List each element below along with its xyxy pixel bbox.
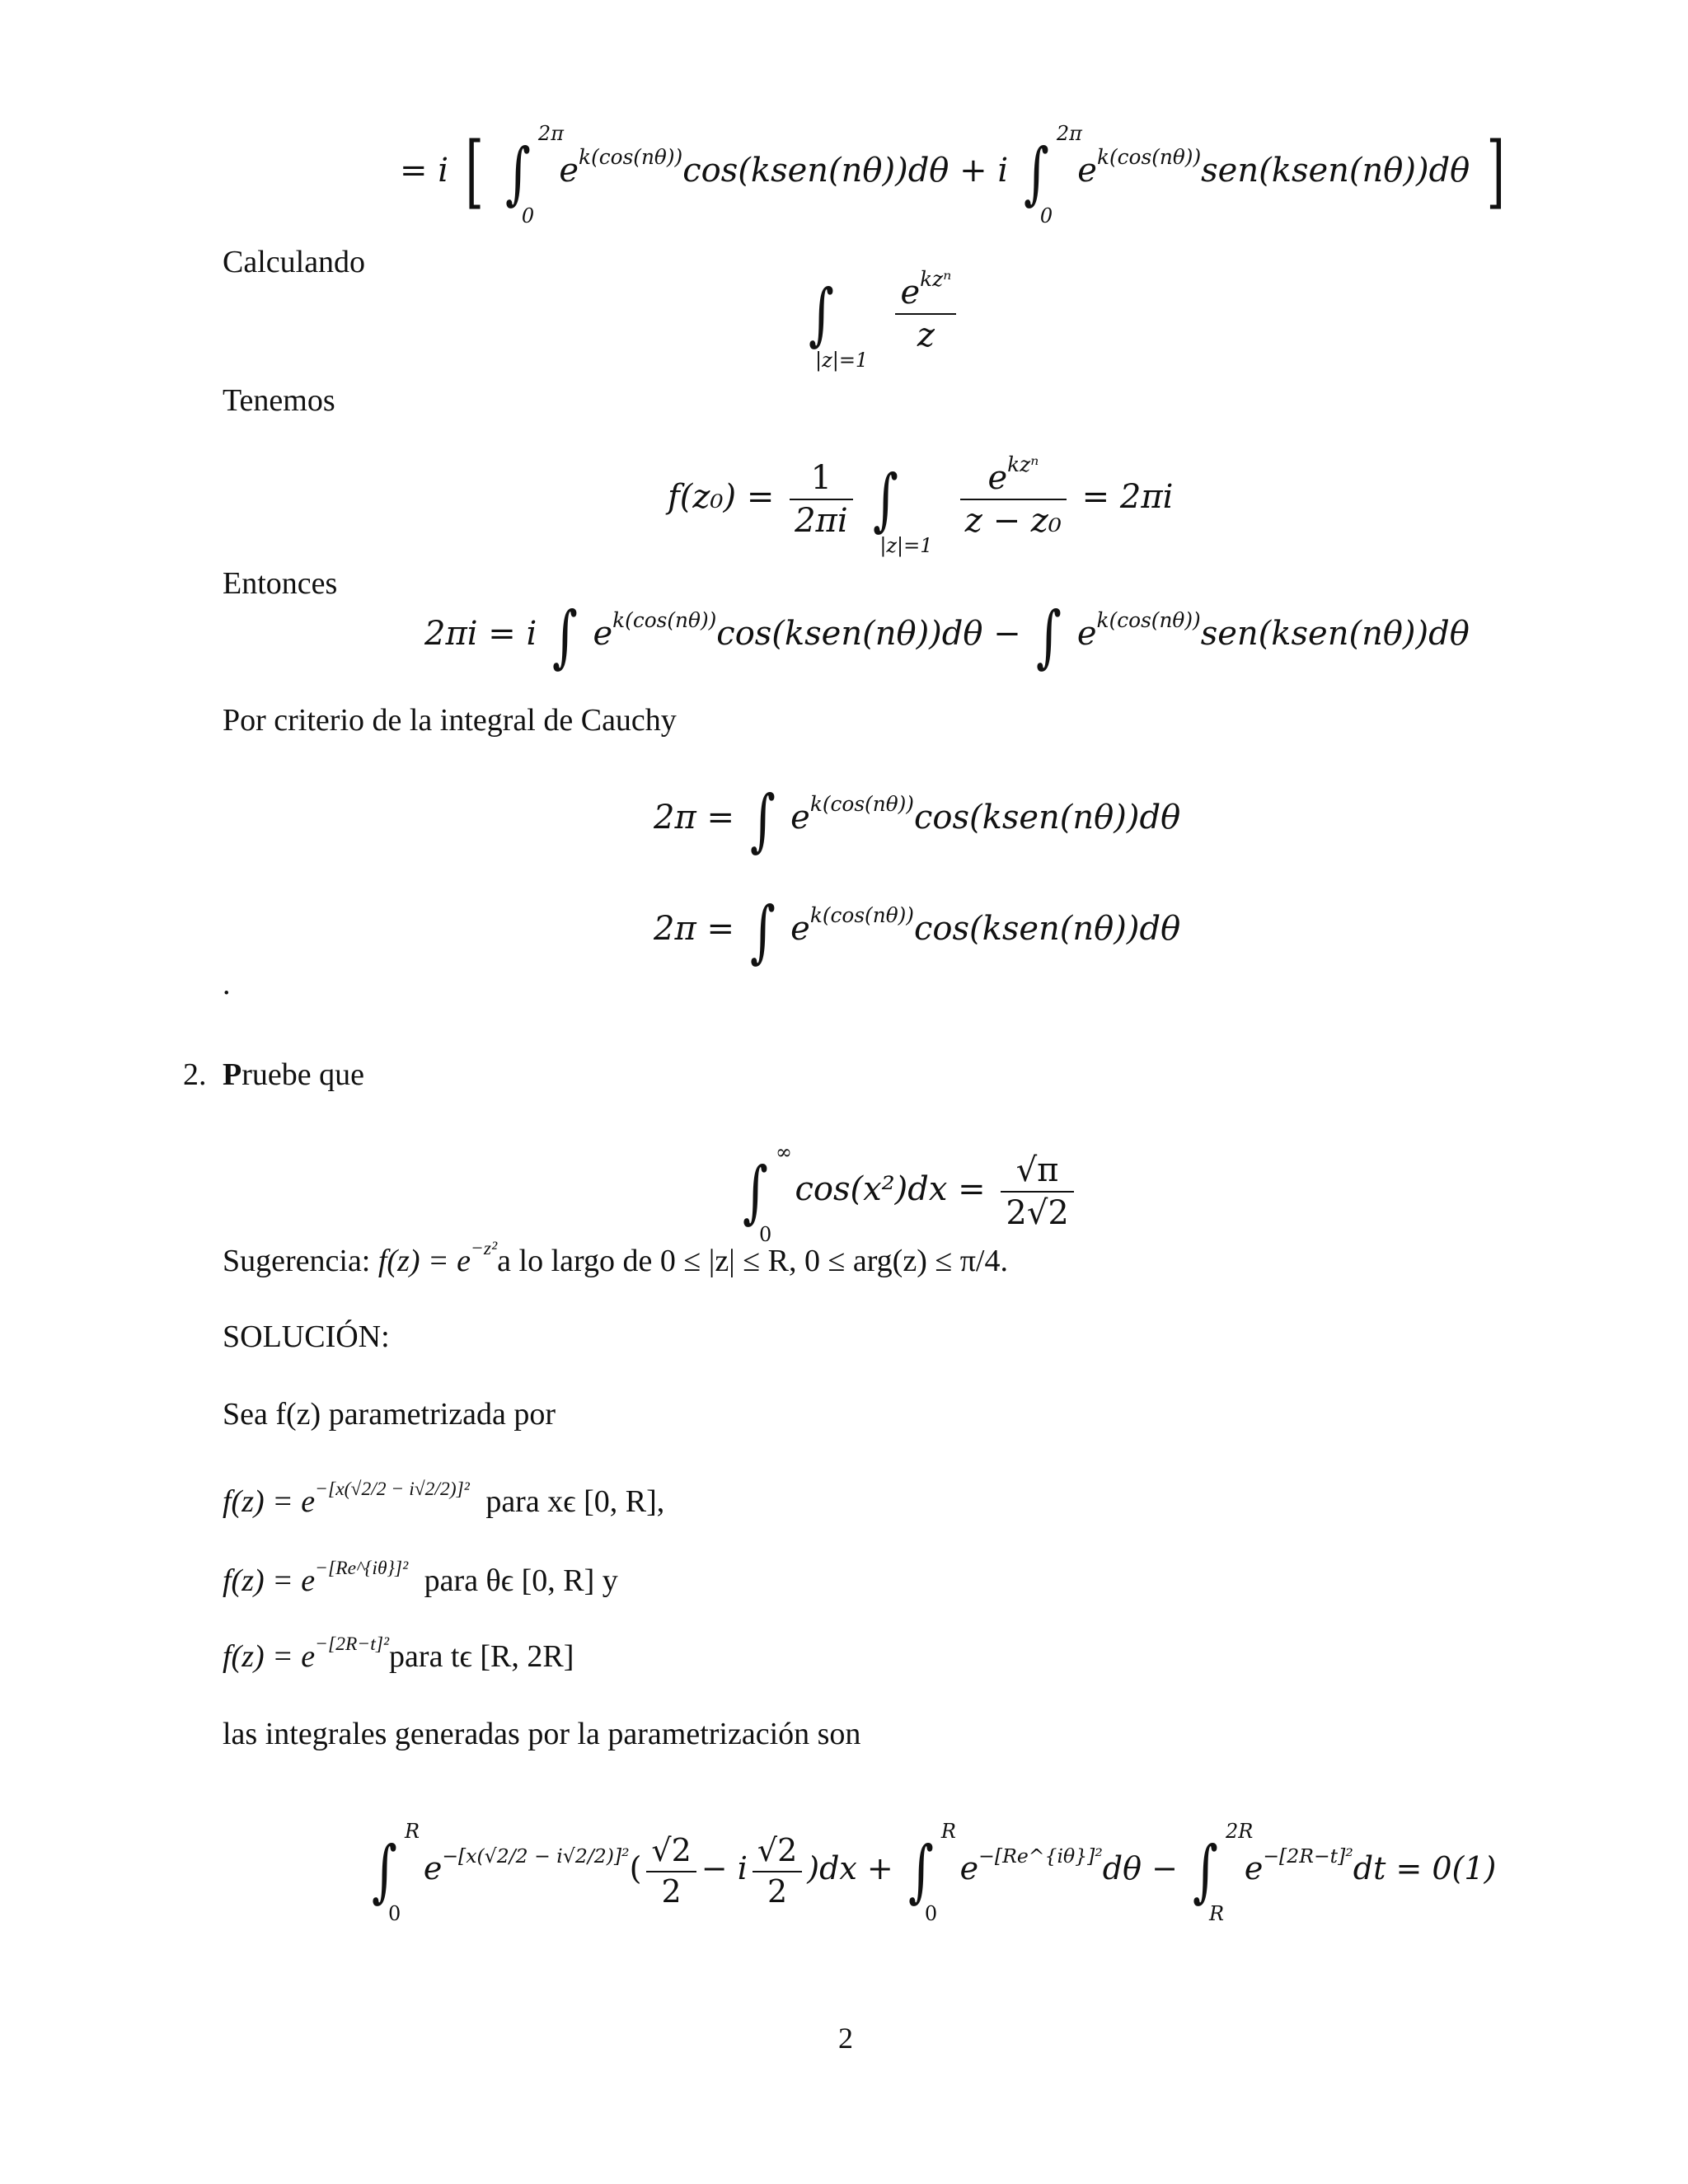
param3-exponent: −[2R−t]² xyxy=(315,1633,390,1655)
integral-sign: ∫ xyxy=(551,598,578,676)
left-bracket: [ xyxy=(465,125,484,218)
label-tenemos: Tenemos xyxy=(223,383,335,418)
label-entonces: Entonces xyxy=(223,566,338,601)
equation-problem2 xyxy=(738,1141,1079,1247)
integral-sign: ∫ xyxy=(742,1153,768,1232)
solucion-heading: SOLUCIÓN: xyxy=(223,1319,390,1354)
final-mid3: dθ − xyxy=(1102,1850,1178,1886)
exponent: kzⁿ xyxy=(920,266,952,291)
exponent: k(cos(nθ)) xyxy=(579,144,683,169)
param-line-1 xyxy=(223,1478,665,1521)
fraction-denominator: 2 xyxy=(661,1872,682,1910)
integrales-line: las integrales generadas por la parametrización son xyxy=(223,1717,861,1751)
result-term: cos(ksen(nθ))dθ xyxy=(913,909,1181,948)
fraction-numerator: √2 xyxy=(646,1831,696,1872)
eq-top-term1: cos(ksen(nθ))dθ + i xyxy=(682,151,1009,190)
equation-calculando: ∫ |z|=1 $\frac{e^{kz^n}}{z}$ xyxy=(804,272,961,356)
contour-label: |z|=1 xyxy=(815,349,869,373)
param1-lhs: f(z) = e xyxy=(223,1484,316,1519)
upper-limit: 2π xyxy=(1056,121,1082,145)
sea-line: Sea f(z) parametrizada por xyxy=(223,1397,556,1432)
exponent: −[x(√2/2 − i√2/2)]² xyxy=(442,1844,630,1868)
label-calculando: Calculando xyxy=(223,245,366,279)
exponent: k(cos(nθ)) xyxy=(809,791,914,816)
lower-limit: R xyxy=(1209,1902,1225,1926)
trailing-dot: . xyxy=(223,967,231,1001)
page-number: 2 xyxy=(838,2022,853,2055)
integral-sign: ∫ xyxy=(1023,134,1049,213)
integral-sign: ∫ xyxy=(1192,1832,1218,1911)
integral-sign: ∫ xyxy=(808,275,834,354)
equation-tenemos: f(z₀) = $\frac{1}{2\pi i}$ ∫ |z|=1 $\frac{e^{kz^n}}{\text{z − z₀}}$ = 2πi xyxy=(668,452,1174,558)
integral-sign: ∫ xyxy=(504,134,531,213)
exponent: k(cos(nθ)) xyxy=(809,902,914,927)
integral-sign: ∫ xyxy=(749,781,776,860)
param-line-2 xyxy=(223,1557,618,1601)
sugerencia-math: f(z) = e xyxy=(377,1244,471,1278)
problem2-integrand: cos(x²)dx = xyxy=(795,1170,986,1208)
lower-limit: 0 xyxy=(521,204,535,227)
upper-limit: 2R xyxy=(1226,1820,1254,1844)
equation-result-1: 2π = ∫ $e^{k(cos(n\theta))}\cos(ksen(n\theta))d\theta$ xyxy=(654,781,1181,860)
integral-sign: ∫ xyxy=(371,1832,397,1911)
param1-exponent: −[x(√2/2 − i√2/2)]² xyxy=(315,1478,470,1500)
param-line-3 xyxy=(223,1633,574,1676)
problem-rest: ruebe que xyxy=(241,1057,364,1092)
exponent: −[2R−t]² xyxy=(1263,1844,1353,1868)
equation-entonces: 2πi = i ∫ $e^{k(cos(n\theta))}\cos(ksen(n\theta))d\theta$ − ∫ $e^{k(cos(n\theta))}sen(ksen(n\theta))d\theta$ xyxy=(424,598,1470,676)
sugerencia-rest: a lo largo de 0 ≤ |z| ≤ R, 0 ≤ arg(z) ≤ π/4. xyxy=(497,1244,1008,1278)
entonces-term1: cos(ksen(nθ))dθ − xyxy=(716,614,1021,653)
exponent: kzⁿ xyxy=(1007,452,1039,476)
equation-top: = i [ ∫ 2π 0 $e^{k(cos(n\theta))}\cos(ksen(n\theta))d\theta + i$ ∫ 2π 0 $e^{k(cos(n\theta))}sen(ksen(n\theta))d\theta$ ] xyxy=(400,121,1505,227)
denominator: z − z₀ xyxy=(964,502,1062,540)
final-open-paren: ( xyxy=(629,1850,642,1886)
problem-number: 2. xyxy=(183,1057,207,1092)
equation-final: ∫ R 0 $e^{-[x(√2/2 - i√2/2)]^2}$( $\frac{√2}{2}$ − i $\frac{√2}{2}$ )dx + ∫ R 0 $e^{-[Re\^{}\{i\theta\}]^2}d\theta$ − ∫ 2R R $e^{-[2R-t]^2}dt = 0(1)$ xyxy=(371,1820,1497,1926)
problem-bold-letter: P xyxy=(223,1057,242,1092)
right-bracket: ] xyxy=(1486,125,1505,218)
exponent: k(cos(nθ)) xyxy=(1096,144,1202,169)
eq-top-term2: sen(ksen(nθ))dθ xyxy=(1201,151,1470,190)
sugerencia-exponent: −z² xyxy=(471,1237,498,1259)
eq-top-prefix: = i xyxy=(400,151,449,190)
param2-lhs: f(z) = e xyxy=(223,1563,316,1598)
fraction-denominator: 2√2 xyxy=(1006,1194,1069,1232)
param2-exponent: −[Re^{iθ}]² xyxy=(315,1557,409,1579)
integral-sign: ∫ xyxy=(907,1832,934,1911)
final-minus-i: − i xyxy=(701,1850,748,1886)
upper-limit: R xyxy=(405,1820,420,1844)
fraction-numerator: √π xyxy=(1001,1150,1073,1193)
result-term: cos(ksen(nθ))dθ xyxy=(913,798,1181,837)
final-mid2: )dx + xyxy=(807,1850,893,1886)
exponent: k(cos(nθ)) xyxy=(1096,607,1201,632)
equation-result-2: 2π = ∫ $e^{k(cos(n\theta))}\cos(ksen(n\theta))d\theta$ xyxy=(654,893,1181,971)
upper-limit: R xyxy=(940,1820,956,1844)
integral-sign: ∫ xyxy=(1036,598,1062,676)
tenemos-lhs: f(z₀) = xyxy=(668,478,775,516)
problem-statement xyxy=(223,1057,364,1094)
lower-limit: 0 xyxy=(759,1223,772,1247)
result-lhs: 2π = xyxy=(654,909,734,948)
param3-text: para tϵ [R, 2R] xyxy=(389,1639,574,1674)
lower-limit: 0 xyxy=(1039,204,1053,227)
param1-text: para xϵ [0, R], xyxy=(485,1484,665,1519)
tenemos-rhs: = 2πi xyxy=(1081,478,1174,516)
integral-sign: ∫ xyxy=(873,461,899,540)
fraction-denominator: 2πi xyxy=(795,502,848,540)
lower-limit: 0 xyxy=(924,1902,938,1926)
exponent: k(cos(nθ)) xyxy=(612,607,717,632)
entonces-lhs: 2πi = i xyxy=(424,614,537,653)
entonces-term2: sen(ksen(nθ))dθ xyxy=(1200,614,1470,653)
fraction-denominator: 2 xyxy=(767,1872,788,1910)
upper-limit: ∞ xyxy=(776,1141,792,1165)
param3-lhs: f(z) = e xyxy=(223,1639,316,1674)
sugerencia xyxy=(223,1237,1008,1281)
lower-limit: 0 xyxy=(388,1902,401,1926)
upper-limit: 2π xyxy=(537,121,564,145)
result-lhs: 2π = xyxy=(654,798,734,837)
contour-label: |z|=1 xyxy=(879,534,933,558)
exponent: −[Re^{iθ}]² xyxy=(978,1844,1103,1868)
fraction-numerator: 1 xyxy=(790,457,853,500)
param2-text: para θϵ [0, R] y xyxy=(424,1563,618,1598)
integral-sign: ∫ xyxy=(749,893,776,971)
sugerencia-label: Sugerencia: xyxy=(223,1244,371,1278)
fraction-numerator: √2 xyxy=(753,1831,802,1872)
denominator: z xyxy=(917,316,935,354)
final-end: dt = 0(1) xyxy=(1353,1850,1497,1886)
label-cauchy: Por criterio de la integral de Cauchy xyxy=(223,703,677,738)
